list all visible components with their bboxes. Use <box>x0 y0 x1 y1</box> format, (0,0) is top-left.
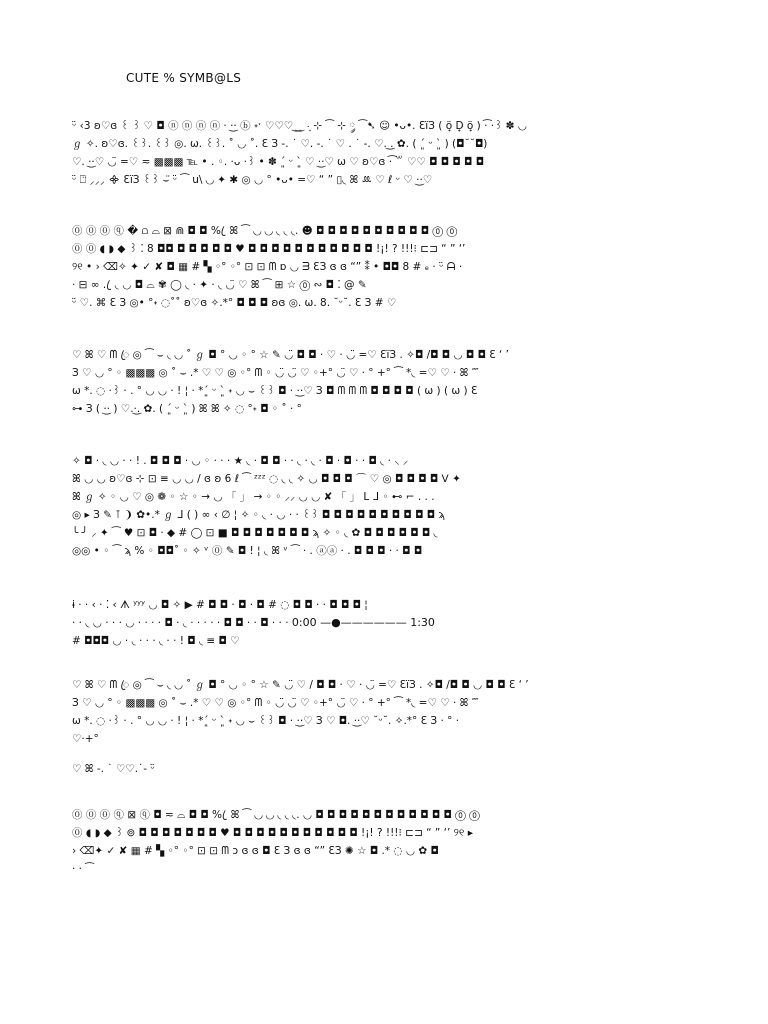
symbol-line: ω *. ◌ ·꒱ · . ° ◡ ◡ · ! ¦ · *´͈ ᵕ `͈ ˖ ◡ ⌣ ꒰꒱ ◘ · ·͜·♡ З ♡ ◘. ·͜·♡ ˘ᵕ˘. ✧.*° Ɛ З · ° · <box>72 715 460 727</box>
symbol-line: · ⊟ ∞ . ꦿ ◟ ◡ ◘ ⌓ ✾ ◯ ◟ · ✦ · ◟ ◡̈ ♡ ꕤ ⁀ ⊞ ☆ ⓪ ∾ ◘ ⁚ @ ✎ <box>72 279 367 291</box>
symbol-line: ✧ ◘ · ◟ ◡ · · ! . ◘ ◘ ◘ · ◡ ◦ · · · ★ ◟ · ◘ ◘ · · ◟ · ◟ · ◘ · ◘ · · ◘ ◟ · ⸜ ⸝ <box>72 455 409 467</box>
page-title: CUTE % SYMB@LS <box>126 71 242 85</box>
symbol-line: ╰ ╯ ⸝ ✦ ⁀ ♥ ⊡ ◘ · ◆ # ◯ ⊡ ■ ◘ ◘ ◘ ◘ ◘ ◘ ◘ ϡ ✧ ◦ ◟ ✿ ◘ ◘ ◘ ◘ ◘ ◘ ◟ <box>72 527 438 539</box>
symbol-line: ♡ ꕤ ♡ ᗰ ꦿ ◎ ⁀ ⌣ ◟ ◟◞ ˚ ℊ ◘ ° ◡ ◦ ° ☆ ✎ ◡̈ ◘ ◘ · ♡ · ◡̈ =♡ ƐïЗ . ✧◘ /◘ ◘ ◡ ◘ ◘ Ɛ ‘ ’ <box>72 349 510 361</box>
symbol-line: ⊶ З ( ·͜· ) ♡.·͜. ✿. ( ´͈ ᵕ `͈ ) ꕤ ꕤ ✧ ◌ °˖ ◘ ◦ ˚ · ° <box>72 403 302 415</box>
symbol-line: ᵕ̈ ‹3 ʚ♡ɞ ꒰ ꒱ ♡ ◘ ⓝ ⓝ ⓝ ⓝ · ·͜· ⓑ ˖ˑ ♡♡♡ ͜ ͜ ·͙ ⊹ ⁀ ⊹ ༘ ⁀➷ ☺ •ᴗ•. ƐïЗ ( ö̟ D̟ ö̟ ) ·͡ ·꒱ ✽ ◡ <box>72 120 527 132</box>
symbol-line: ♡ ꕤ ♡ ᗰ ꦿ ◎ ⁀ ⌣ ◟ ◟◞ ˚ ℊ ◘ ° ◡ ◦ ° ☆ ✎ ◡̈ ♡ / ◘ ◘ · ♡ · ◡̈ =♡ ƐïЗ . ✧◘ /◘ ◘ ◡ ◘ ◘ Ɛ ‘ ’ <box>72 679 529 691</box>
current-time: 0:00 <box>291 616 317 629</box>
symbol-line: › ⌫✦ ✓ ✘ ▦ # ▚ ◦° ◦° ⊡ ⊡ ᗰ ɔ ɞ ɞ ◘ Ɛ З ɞ ɞ “” ƐЗ ✺ ☆ ◘ .* ◌ ◡ ✿ ◘ <box>72 845 439 857</box>
symbol-block-2 <box>72 222 702 312</box>
symbol-line: ◎ ▸ З ✎ ⊺ ❩ ✿•.* ℊ ᒧ ( ) ∞ ‹ ∅ ¦ ✧ ◦ ◟ · ◡ · · ꒰꒱ ◘ ◘ ◘ ◘ ◘ ◘ ◘ ◘ ◘ ◘ ϡ <box>72 509 445 521</box>
duration: 1:30 <box>410 616 435 629</box>
symbol-block-3 <box>72 346 702 418</box>
symbol-block-6 <box>72 676 702 748</box>
symbol-block-4 <box>72 452 702 560</box>
symbol-line-text: · · ◟ ◡ · · · ◡ · · · · ◘ · ◟ · · · · · ◘ ◘ · · ◘ · · · <box>72 617 292 629</box>
symbol-line: ⓪ ◖ ◗ ◆ ꒱ ⊚ ◘ ◘ ◘ ◘ ◘ ◘ ◘ ♥ ◘ ◘ ◘ ◘ ◘ ◘ ◘ ◘ ◘ ◘ ◘ !¡! ? !!!⁝ ⊏⊐ “ ” ‘’ ୨୧ ▸ <box>72 827 473 839</box>
symbol-line: ω *. ◌ ·꒱ · . ° ◡ ◡ · ! ¦ · *´͈ ᵕ `͈ ˖ ◡ ⌣ ꒰꒱ ◘ · ·͜·♡ З ◘ ᗰ ᗰ ᗰ ◘ ◘ ◘ ◘ ( ω ) ( ω ) Ɛ <box>72 385 478 397</box>
symbol-line: ⓪ ⓪ ⓪ ⓠ ⊠ ⓠ ◘ ≂ ⌓ ◘ ◘ % ꦿ ꕤ ⁀ ◟◞ ◟◞ ◟ ◟ ◟. ◡ ◘ ◘ ◘ ◘ ◘ ◘ ◘ ◘ ◘ ◘ ◘ ◘ ⓪ ⓪ <box>72 809 480 821</box>
symbol-block-7 <box>72 760 702 778</box>
symbol-line: ℊ ✧. ʚ♡ɞ. ꒰꒱. ꒰꒱ ◎. ω. ꒰꒱. ˚ ◡ ˚. Ɛ З -. ˙ ♡. -. ˙ ♡ . ˙ -. ♡. ͜. ✿. ( ´͈ ᵕ `͈ ) (◘˘˘◘) <box>72 138 488 150</box>
symbol-line: ♡ ꕤ -. ˙ ♡♡.˙- ᵕ̈ <box>72 763 155 775</box>
symbol-line: ᵕ̈ ⎕̈ ⸝⸝⸝ ᯽ ƐïЗ ꒰꒱ ⌣̈ ᵕ̈ ⁀ u\ ◟◞ ✦ ✱ ◎ ◡ ° •ᴗ• =♡ “ ” ▯◟ ꕤ ꔛ ♡ ℓ ᵕ ♡ ·͜·♡ <box>72 174 433 186</box>
symbol-line: ꕤ ℊ ✧ ◦ ◡ ♡ ◎ ❁ ◦ ☆ ◦ → ◡ 「 」 → ◦ ◦ ⸝⸝ ◡ ◡ ✘ 「 」 ᒪ ᒧ ◦ ⊷ ⌐ . . . <box>72 491 435 503</box>
symbol-block-1 <box>72 117 702 189</box>
symbol-line: ꕤ ◡ ◡ ʚ♡ɞ ⊹ ⊡ ≡ ◡ ◡ / ɞ ʚ 6 ℓ ⁀ ᶻᶻᶻ ◌ ◟ ◟ ✧ ◡ ◘ ◘ ◘ ⌒ ♡ ◎ ◘ ◘ ◘ ◘ ꓦ ✦ <box>72 473 461 485</box>
symbol-line: ◎◎ • ◦ ⁀ ϡ % ◦ ◘◘˚ ◦ ✧ ᵛ ⓪ ✎ ◘ ! ¦ ◟ ꕤ ᵛ ⁀ · . ⓐⓐ · . ◘ ◘ ◘ · · ◘ ◘ <box>72 545 423 557</box>
symbol-line: З ♡ ◡ ° ◦ ▩▩▩ ◎ ˚ ⌣ .* ♡ ♡ ◎ ◦° ᗰ ◦ ◡̈ ◡̈ ♡ ◦+° ◡̈ ♡ · ° +° ⁀ *◟ =♡ ♡ · ꕤ ⁗ <box>72 697 479 709</box>
symbol-line: # ◘◘◘ ◡ · ◟ · · · ◟ · · ! ◘ ◟ ≡ ◘ ♡ <box>72 635 240 647</box>
symbol-line: ᵕ̈ ♡. ⌘ Ɛ З ◎• °˖ ◌˚˚ ʚ♡ɞ ✧.*° ◘ ◘ ◘ ʚɞ ◎. ω. 8. ˘ᵕ˘. Ɛ З # ♡ <box>72 297 397 309</box>
symbol-block-8 <box>72 806 702 878</box>
symbol-line: · · ⁀ <box>72 863 94 875</box>
symbol-line: ୨୧ • › ⌫✧ ✦ ✓ ✘ ◘ ▦ # ▚ ◦° ◦° ⊡ ⊡ ᗰ ɒ ◡ ᗱ ƐЗ ɞ ɞ “” ⁑ • ◘◘ 8 # ₑ · ᵕ̈ ᗩ · <box>72 261 463 273</box>
symbol-line: ♡. ·͜·♡ ◡̈ =♡ ≂ ▩▩▩ ℡ • . ◦. ·ᴗ ·꒱ • ✽ ´͈ ᵕ `͈ ♡ ·͜·♡ ω ♡ ʚ♡ɞ ·͡ ꒳ ♡♡ ◘ ◘ ◘ ◘ ◘ <box>72 156 485 168</box>
seek-slider[interactable]: —●—————— <box>320 616 407 629</box>
symbol-line: ɨ · · ‹ · ⁚ ‹ ᗑ ʸʸʸ ◡ ◘ ✧ ▶ # ◘ ◘ · ◘ · ◘ # ◌ ◘ ◘ · · ◘ ◘ ◘ ¦ <box>72 599 368 611</box>
symbol-line: ⓪ ⓪ ⓪ ⓠ � ⩍ ⌓ ⊠ ⋒ ◘ ◘ % ꦿ ꕤ ⁀ ◟◞ ◟◞ ◟ ◟ ◟. ☻ ◘ ◘ ◘ ◘ ◘ ◘ ◘ ◘ ◘ ◘ ⓪ ⓪ <box>72 225 458 237</box>
symbol-line <box>72 614 702 632</box>
symbol-line: З ♡ ◡ ° ◦ ▩▩▩ ◎ ˚ ⌣ .* ♡ ♡ ◎ ◦° ᗰ ◦ ◡̈ ◡̈ ♡ ◦+° ◡̈ ♡ · ° +° ⁀ *◟ =♡ ♡ · ꕤ ⁗ <box>72 367 479 379</box>
symbol-line: ♡·+° <box>72 733 99 745</box>
symbol-block-5 <box>72 596 702 650</box>
audio-player[interactable] <box>292 616 435 629</box>
symbol-line: ⓪ ⓪ ◖ ◗ ◆ ꒱ ⁚ 8 ◘◘ ◘ ◘ ◘ ◘ ◘ ♥ ◘ ◘ ◘ ◘ ◘ ◘ ◘ ◘ ◘ ◘ ◘ !¡! ? !!!⁝ ⊏⊐ “ ” ‘’ <box>72 243 466 255</box>
